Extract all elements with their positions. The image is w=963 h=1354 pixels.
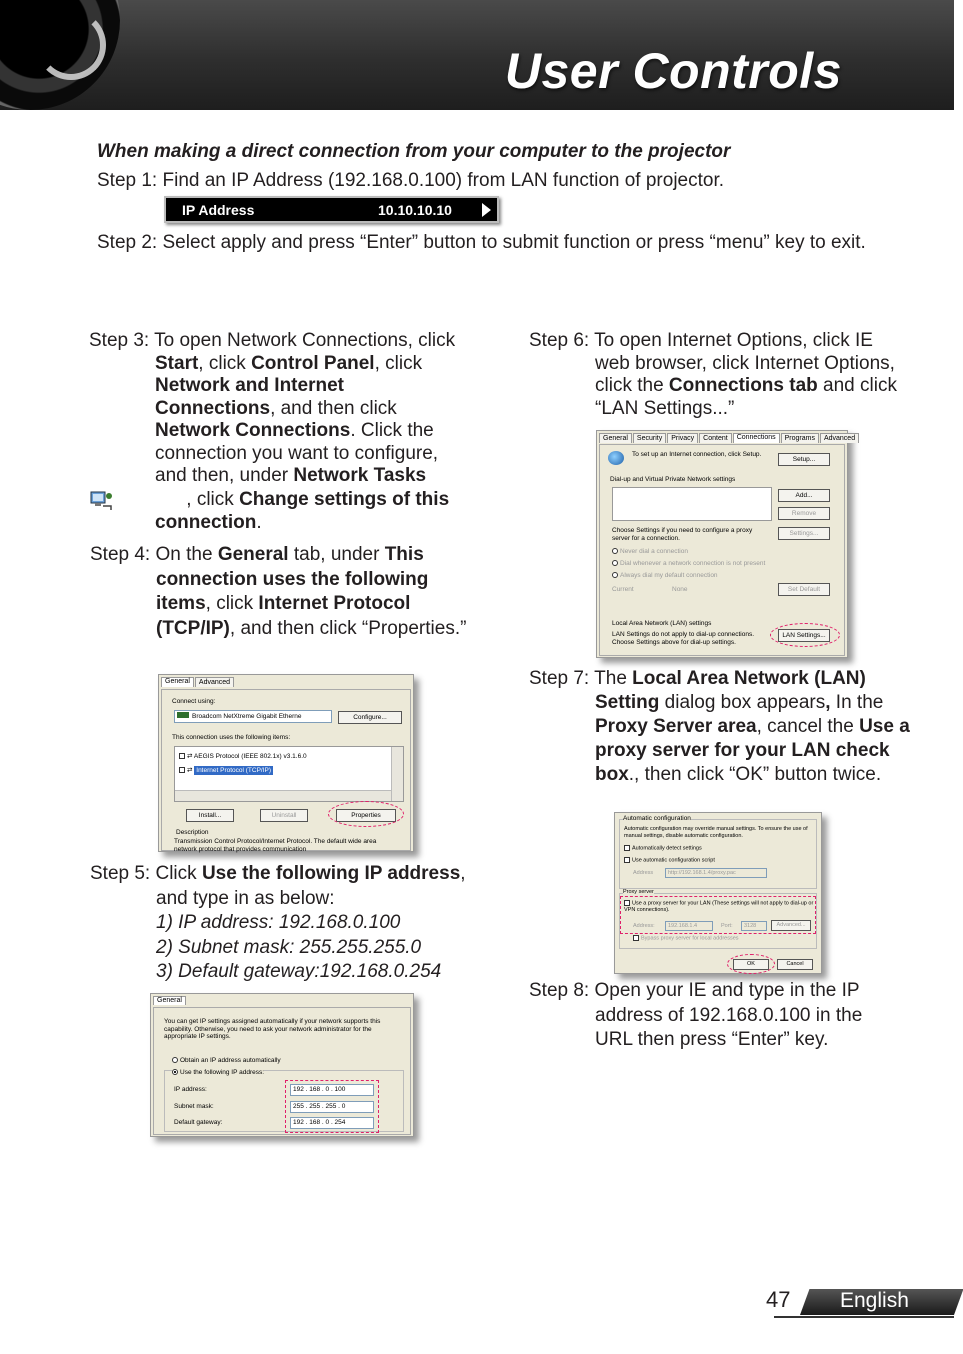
highlight-ellipse: [328, 801, 404, 827]
settings-button[interactable]: Settings...: [778, 527, 830, 540]
auto-config-text: Automatic configuration may override manual settings. To ensure the use of manual settings, disable automatic configuration.: [624, 826, 808, 839]
network-card-icon: [177, 712, 189, 718]
remove-button[interactable]: Remove: [778, 507, 830, 520]
port-input[interactable]: 3128: [741, 921, 767, 931]
ip-address-input[interactable]: 192 . 168 . 0 . 100: [290, 1084, 374, 1096]
always-dial-option[interactable]: Always dial my default connection: [612, 572, 718, 579]
dialup-label: Dial-up and Virtual Private Network settings: [610, 476, 736, 483]
lan-settings-button[interactable]: LAN Settings...: [778, 629, 830, 642]
osd-ip-value: 10.10.10.10: [378, 202, 452, 218]
advanced-button[interactable]: Advanced...: [771, 920, 811, 931]
port-label: Port:: [721, 923, 733, 929]
tcpip-panel: [153, 1007, 411, 1135]
ip-info-text: You can get IP settings assigned automatically if your network supports this capability. Otherwise, you need to ask your network administrator for the appropriate IP settings.: [164, 1018, 381, 1040]
gateway-input[interactable]: 192 . 168 . 0 . 254: [290, 1117, 374, 1129]
step2-text: Step 2: Select apply and press “Enter” button to submit function or press “menu” key to exit.: [97, 232, 866, 253]
connection-properties-screenshot: [158, 674, 414, 852]
obtain-auto-option[interactable]: Obtain an IP address automatically: [172, 1057, 281, 1064]
current-label: Current: [612, 586, 634, 593]
choose-settings-text: Choose Settings if you need to configure a proxy server for a connection.: [612, 527, 753, 542]
highlight-ellipse: [770, 623, 840, 647]
step8-text: Step 8: Open your IE and type in the IP address of 192.168.0.100 in the URL then press “Enter” key.: [529, 980, 863, 1050]
tab-advanced[interactable]: Advanced: [820, 433, 859, 443]
step5-text: Step 5: Click Use the following IP address, and type in as below: 1) IP address: 192.168.0.100 2) Subnet mask: 255.255.255.0 3) Default gateway:192.168.0.254: [90, 863, 466, 982]
items-list[interactable]: [174, 746, 404, 802]
uninstall-button[interactable]: Uninstall: [260, 809, 308, 822]
dialup-list[interactable]: [612, 487, 772, 521]
list-item[interactable]: ⇄ AEGIS Protocol (IEEE 802.1x) v3.1.6.0: [179, 752, 307, 760]
proxy-address-input[interactable]: 192.168.1.4: [665, 921, 713, 931]
use-following-option[interactable]: Use the following IP address:: [172, 1069, 264, 1076]
setup-button[interactable]: Setup...: [778, 453, 830, 466]
list-item[interactable]: ⇄ Internet Protocol (TCP/IP): [179, 766, 273, 774]
subnet-mask-input[interactable]: 255 . 255 . 255 . 0: [290, 1101, 374, 1113]
ok-button[interactable]: OK: [733, 959, 769, 970]
gateway-label: Default gateway:: [174, 1119, 223, 1126]
script-address-label: Address: [633, 870, 654, 876]
whenever-dial-option[interactable]: Dial whenever a network connection is not present: [612, 560, 765, 567]
page-number: 47: [766, 1287, 791, 1312]
step4-text: Step 4: On the General tab, under This connection uses the following items, click Internet Protocol (TCP/IP), and then click “Properties.”: [90, 544, 467, 639]
tab-programs[interactable]: Programs: [781, 433, 819, 443]
auto-config-label: Automatic configuration: [623, 815, 691, 822]
setup-text: To set up an Internet connection, click Setup.: [632, 451, 762, 458]
list-scrollbar[interactable]: [391, 747, 403, 801]
connect-using-label: Connect using:: [172, 698, 216, 705]
step7-text: Step 7: The Local Area Network (LAN) Setting dialog box appears, In the Proxy Server area, cancel the Use a proxy server for your LAN check box., then click “OK” button twice.: [529, 668, 910, 785]
set-default-button[interactable]: Set Default: [778, 583, 830, 596]
ip-address-label: IP address:: [174, 1086, 207, 1093]
add-button[interactable]: Add...: [778, 489, 830, 502]
footer-line: [774, 1316, 954, 1318]
tab-general[interactable]: General: [599, 433, 632, 443]
tab-connections[interactable]: Connections: [733, 433, 780, 443]
network-connection-icon: [155, 488, 181, 512]
tab-security[interactable]: Security: [633, 433, 666, 443]
proxy-server-label: Proxy server: [623, 889, 654, 895]
list-hscrollbar[interactable]: [175, 790, 391, 801]
highlight-rect: [285, 1080, 379, 1133]
page-title: User Controls: [504, 43, 842, 99]
step1-text: Step 1: Find an IP Address (192.168.0.100) from LAN function of projector.: [97, 170, 725, 191]
lan-settings-text: LAN Settings do not apply to dial-up connections. Choose Settings above for dial-up settings.: [612, 631, 755, 646]
script-address-input[interactable]: http://192.168.1.4/proxy.pac: [665, 868, 767, 878]
cancel-button[interactable]: Cancel: [777, 959, 813, 970]
properties-panel: [161, 689, 411, 851]
osd-ip-address-bar: [164, 196, 499, 223]
intro-heading: When making a direct connection from your computer to the projector: [97, 141, 731, 162]
properties-button[interactable]: Properties: [336, 809, 396, 822]
step6-text: Step 6: To open Internet Options, click IE web browser, click Internet Options, click the Connections tab and click “LAN Settings...”: [529, 330, 897, 419]
adapter-field: Broadcom NetXtreme Gigabit Etherne: [174, 710, 332, 723]
items-label: This connection uses the following items:: [172, 734, 291, 741]
osd-ip-label: IP Address: [182, 202, 255, 218]
bypass-checkbox[interactable]: Bypass proxy server for local addresses: [633, 935, 739, 941]
lan-settings-screenshot: [614, 812, 822, 974]
config-script-checkbox[interactable]: Use automatic configuration script: [624, 857, 715, 863]
highlight-rect: [620, 896, 816, 934]
tab-advanced[interactable]: Advanced: [195, 677, 234, 687]
tab-general[interactable]: General: [153, 996, 186, 1005]
tab-content[interactable]: Content: [699, 433, 732, 443]
tab-general[interactable]: General: [161, 677, 194, 687]
never-dial-option[interactable]: Never dial a connection: [612, 548, 688, 555]
globe-icon: [608, 451, 624, 465]
use-proxy-checkbox[interactable]: Use a proxy server for your LAN (These settings will not apply to dial-up or VPN connections).: [624, 900, 814, 913]
connections-panel: [599, 444, 845, 656]
tab-privacy[interactable]: Privacy: [667, 433, 698, 443]
install-button[interactable]: Install...: [186, 809, 234, 822]
detect-settings-checkbox[interactable]: Automatically detect settings: [624, 845, 702, 851]
lan-settings-label: Local Area Network (LAN) settings: [612, 620, 712, 627]
page-header: [0, 0, 954, 110]
current-value: None: [672, 586, 688, 593]
proxy-address-label: Address:: [633, 923, 655, 929]
highlight-ellipse: [727, 954, 775, 974]
subnet-mask-label: Subnet mask:: [174, 1103, 214, 1110]
step3-text: Step 3: To open Network Connections, click Start, click Control Panel, click Network and Internet Connections, and then click Network Connections. Click the connection you want to configure, and then, under Network Tasks , click Change settings of this connection.: [89, 330, 456, 533]
configure-button[interactable]: Configure...: [338, 711, 402, 724]
description-label: Description: [176, 829, 209, 836]
tcpip-properties-screenshot: [150, 993, 414, 1137]
arrow-right-icon: [482, 203, 491, 217]
description-text: Transmission Control Protocol/Internet Protocol. The default wide area network protocol that provides communication: [174, 838, 377, 853]
language-label: English: [840, 1289, 909, 1312]
lens-highlight: [36, 10, 106, 80]
internet-options-screenshot: [596, 430, 856, 658]
